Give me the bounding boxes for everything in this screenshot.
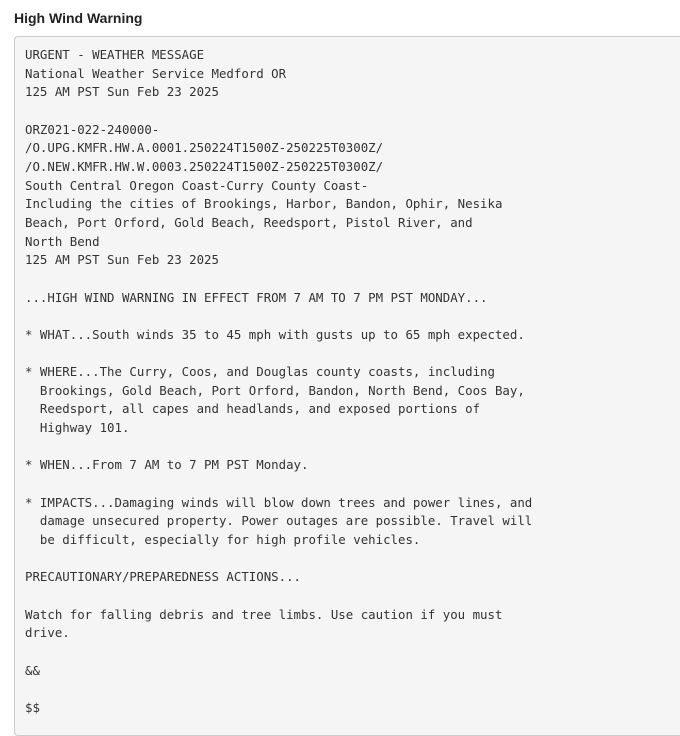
alert-title: High Wind Warning (14, 10, 143, 26)
alert-message-box[interactable] (14, 36, 680, 736)
alert-product-text: URGENT - WEATHER MESSAGE National Weather Service Medford OR 125 AM PST Sun Feb 23 2025 ORZ021-022-240000- /O.UPG.KMFR.HW.A.0001.250224T1500Z-250225T0300Z/ /O.NEW.KMFR.HW.W.0003.250224T1500Z-250225T0300Z/ South Central Oregon Coast-Curry County Coast- Including the cities of Brookings, Harbor, Bandon, Ophir, Nesika Beach, Port Orford, Gold Beach, Reedsport, Pistol River, and North Bend 125 AM PST Sun Feb 23 2025 ...HIGH WIND WARNING IN EFFECT FROM 7 AM TO 7 PM PST MONDAY... * WHAT...South winds 35 to 45 mph with gusts up to 65 mph expected. * WHERE...The Curry, Coos, and Douglas county coasts, including Brookings, Gold Beach, Port Orford, Bandon, North Bend, Coos Bay, Reedsport, all capes and headlands, and exposed portions of Highway 101. * WHEN...From 7 AM to 7 PM PST Monday. * IMPACTS...Damaging winds will blow down trees and power lines, and damage unsecured property. Power outages are possible. Travel will be difficult, especially for high profile vehicles. PRECAUTIONARY/PREPAREDNESS ACTIONS... Watch for falling debris and tree limbs. Use caution if you must drive. && $$ (25, 47, 533, 715)
